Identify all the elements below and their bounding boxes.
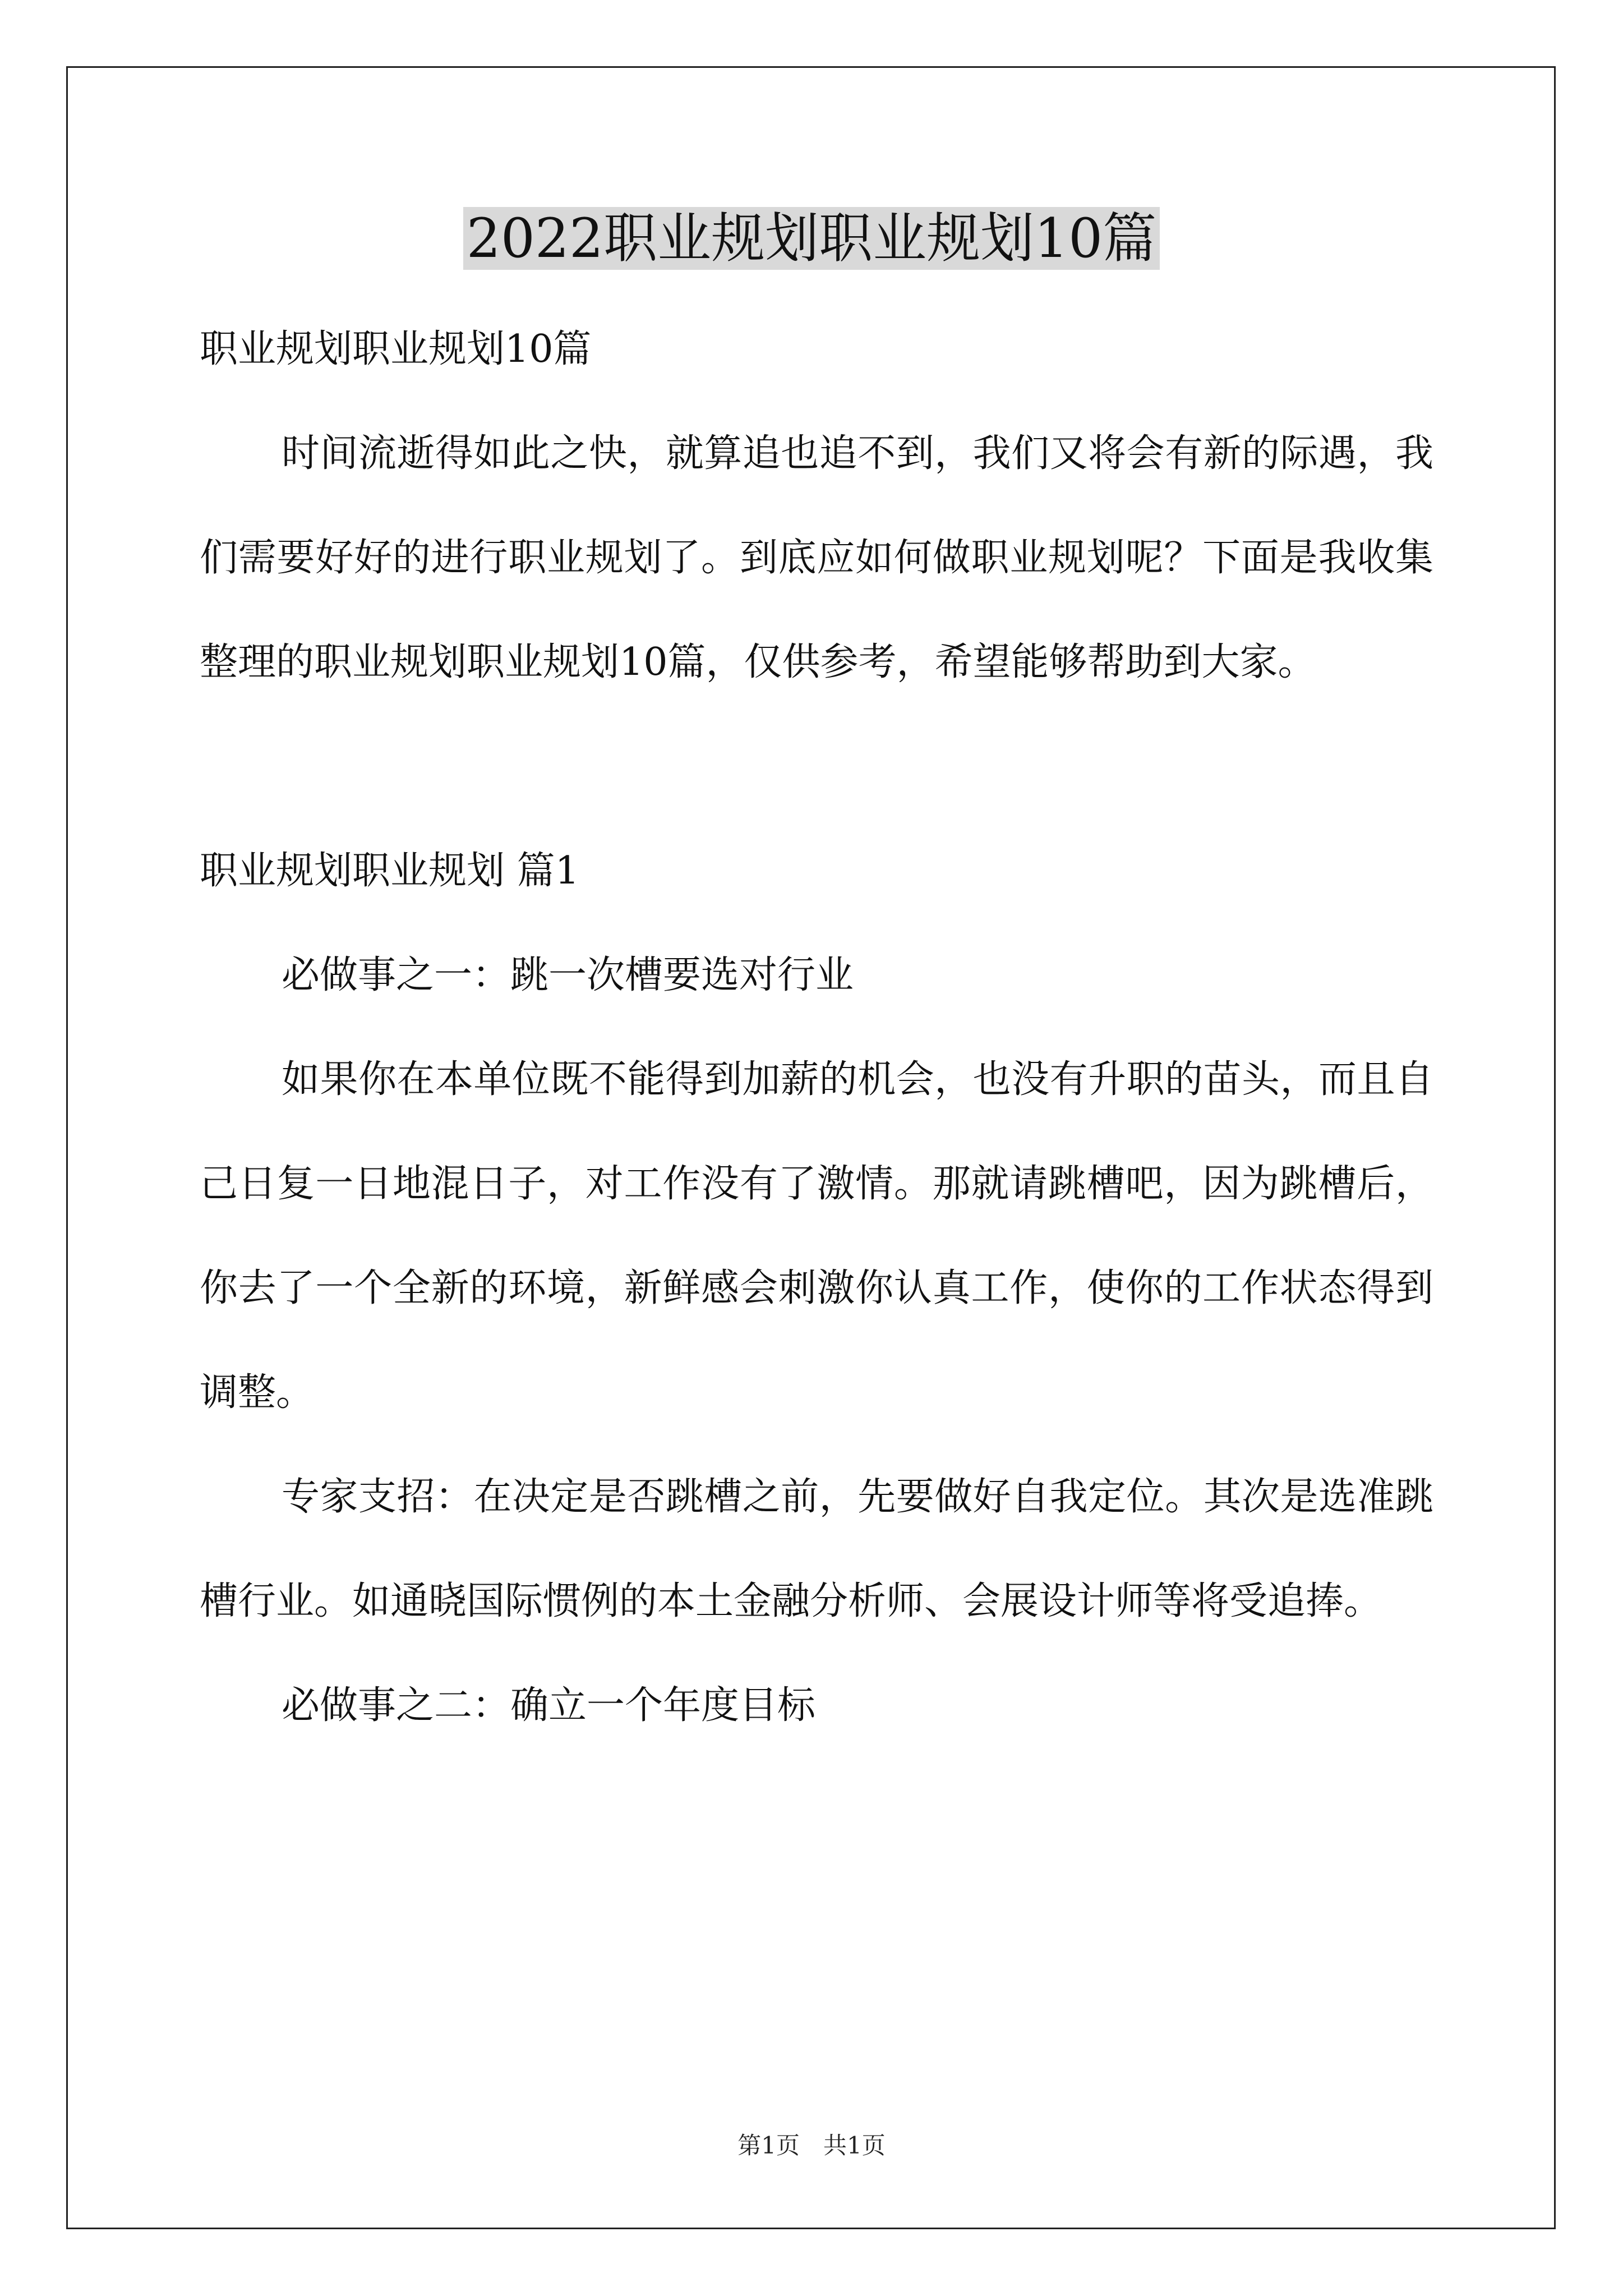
document-title: [0, 199, 1623, 278]
spacer: [200, 715, 1433, 819]
intro-paragraph: 时间流逝得如此之快，就算追也追不到，我们又将会有新的际遇，我们需要好好的进行职业规划了。到底应如何做职业规划呢？下面是我收集整理的职业规划职业规划10篇，仅供参考，希望能够帮助到大家。: [200, 431, 1433, 684]
point1-title: 必做事之一：跳一次槽要选对行业: [282, 953, 854, 997]
section-heading: 职业规划职业规划 篇1: [200, 849, 579, 893]
document-body: [200, 297, 1433, 1758]
page-footer: 第1页 共1页: [737, 2132, 886, 2159]
document-subtitle: 职业规划职业规划10篇: [200, 327, 592, 371]
point1-tip: 专家支招：在决定是否跳槽之前，先要做好自我定位。其次是选准跳槽行业。如通晓国际惯例的本土金融分析师、会展设计师等将受追捧。: [200, 1475, 1433, 1623]
point1-body: 如果你在本单位既不能得到加薪的机会，也没有升职的苗头，而且自己日复一日地混日子，对工作没有了激情。那就请跳槽吧，因为跳槽后，你去了一个全新的环境，新鲜感会刺激你认真工作，使你的工作状态得到调整。: [200, 1057, 1433, 1415]
document-title-text: 2022职业规划职业规划10篇: [463, 207, 1160, 270]
point2-title: 必做事之二：确立一个年度目标: [282, 1683, 816, 1728]
